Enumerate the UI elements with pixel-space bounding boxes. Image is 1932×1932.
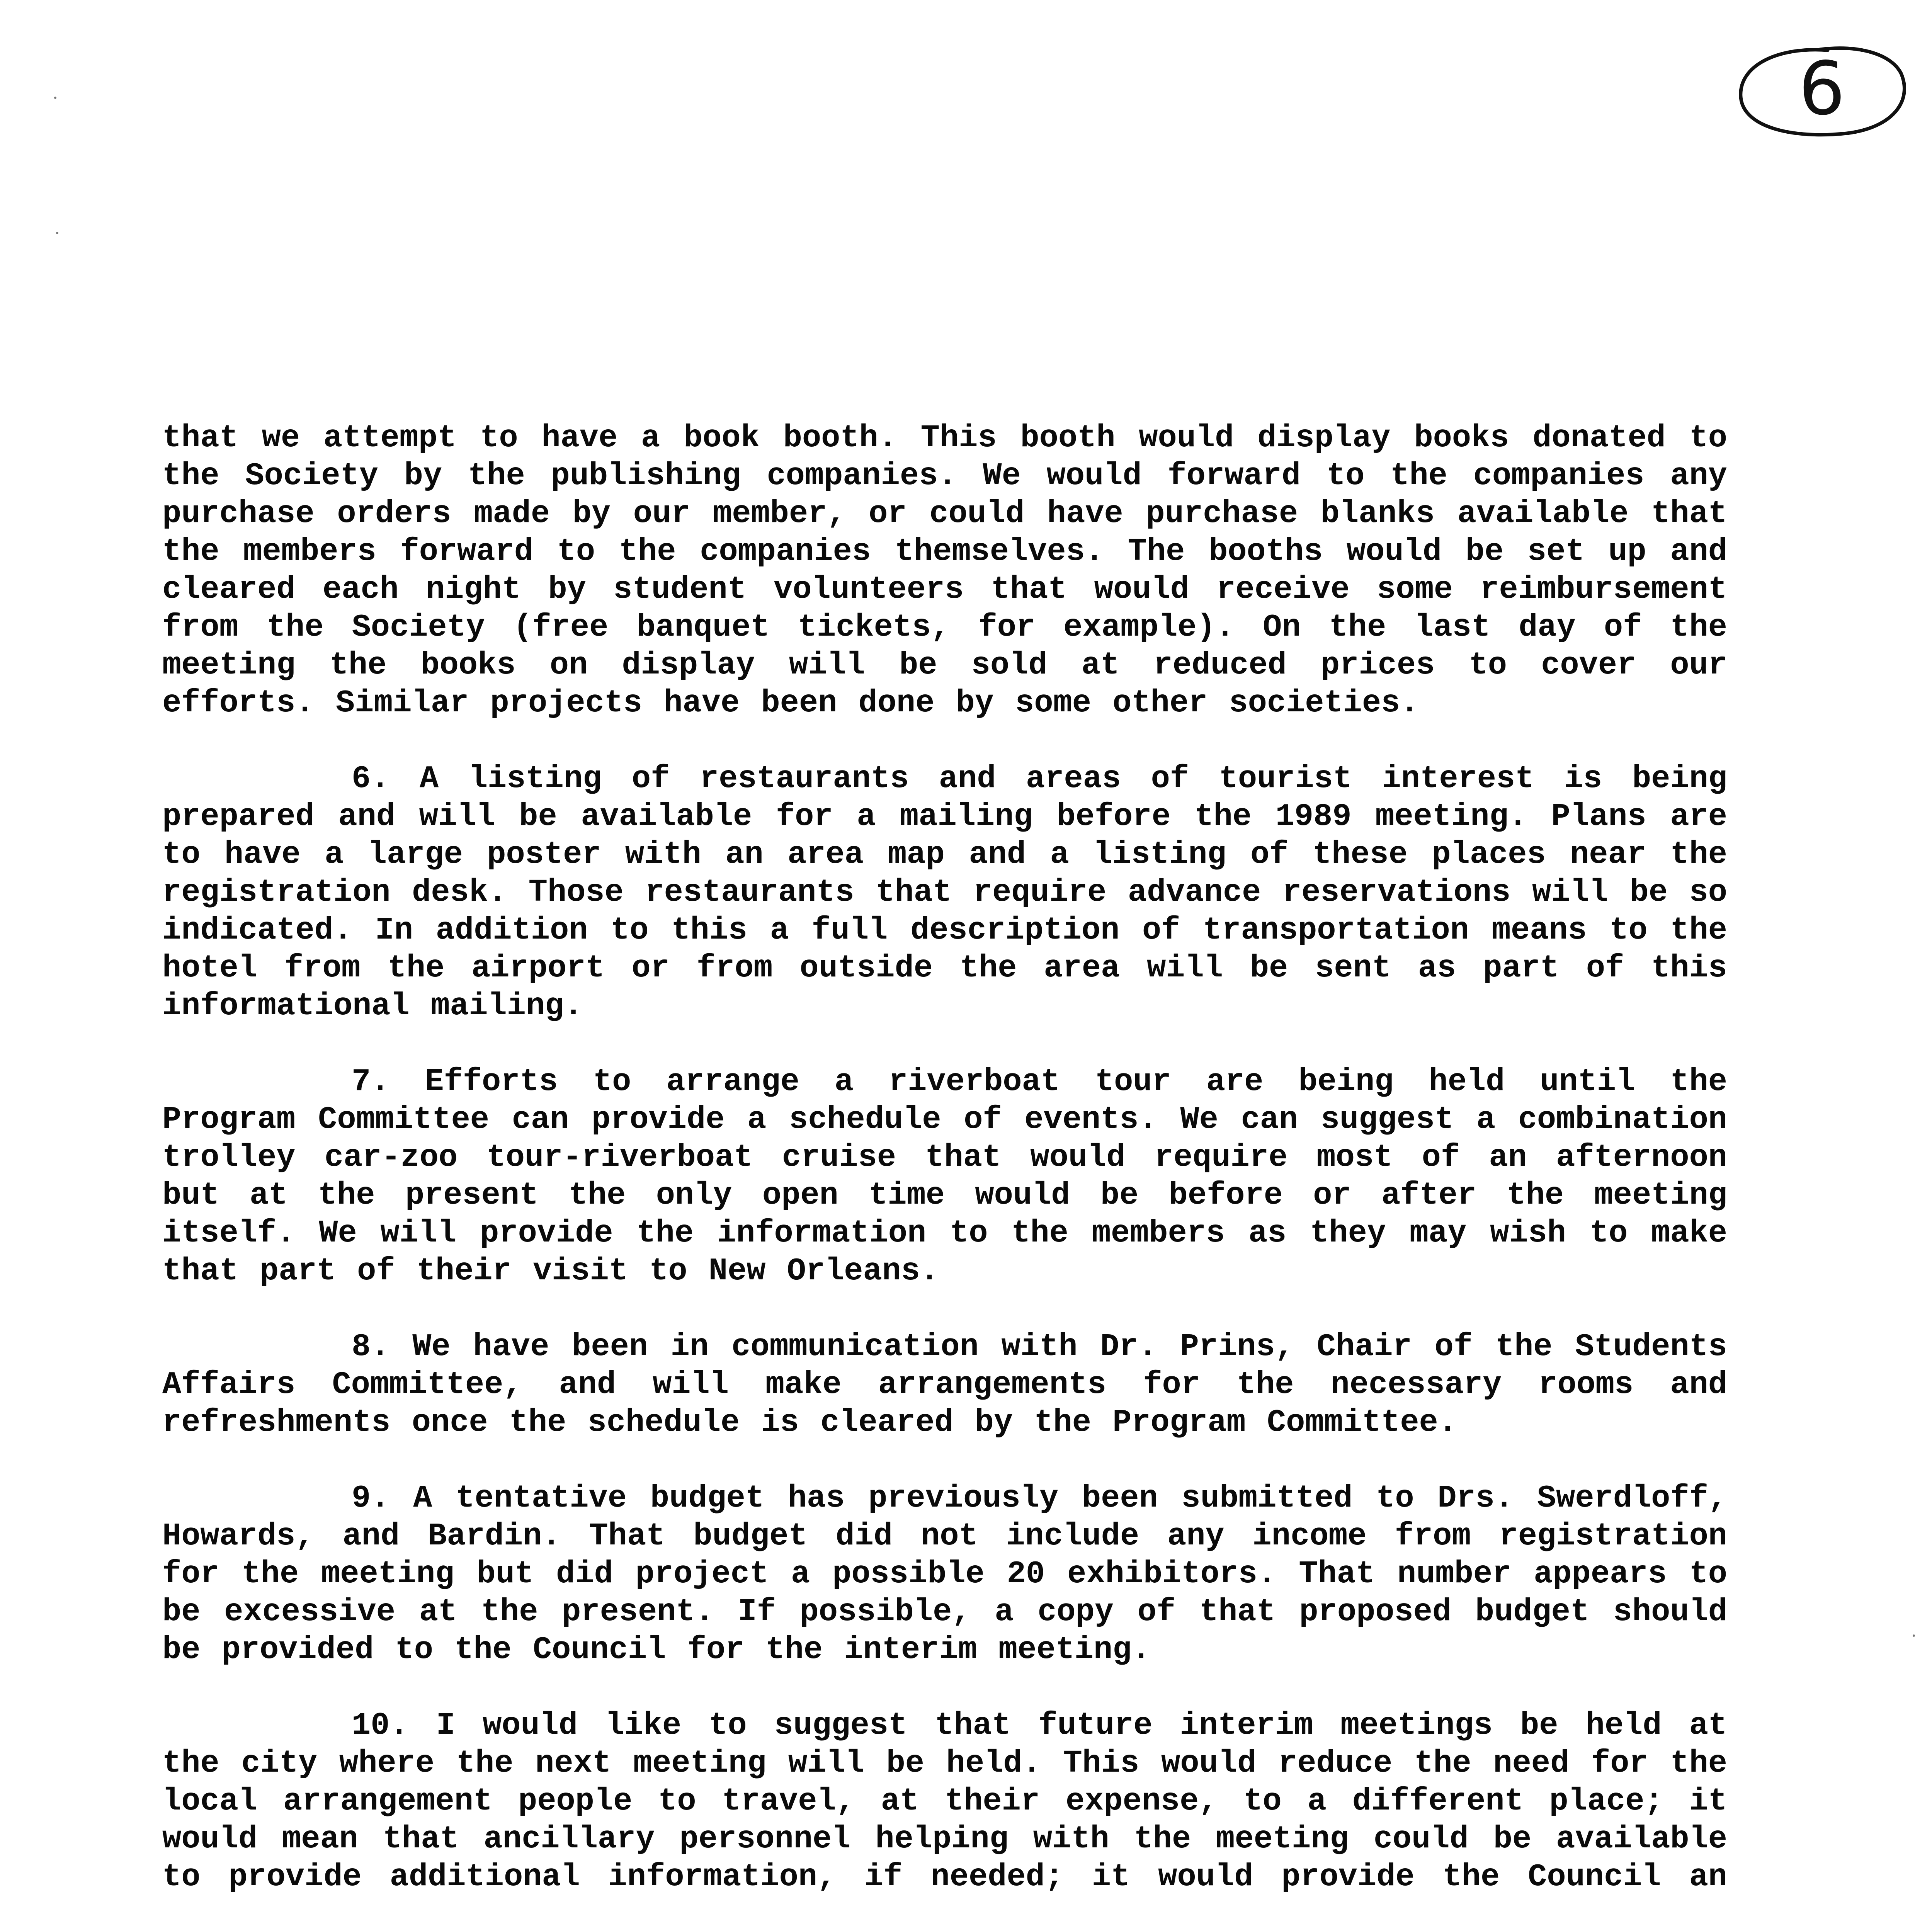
paragraph-number: 8. bbox=[352, 1329, 390, 1365]
paragraph-number: 6. bbox=[352, 761, 390, 797]
paragraph-text: that we attempt to have a book booth. This booth would display books donated to the Society by the publishing companies. We would forward to the companies any purchase orders made by our member, or could have purchase blanks available that the members forward to the companies themselves. The booths would be set up and cleared each night by student volunteers that would receive some reimbursement from the Society (free banquet tickets, for example). On the last day of the meeting the books on display will be sold at reduced prices to cover our efforts. Similar projects have been done by some other societies. bbox=[162, 420, 1727, 721]
page-number-text: 6 bbox=[1798, 46, 1845, 131]
circled-number-icon bbox=[1731, 35, 1913, 151]
paragraph-number: 9. bbox=[352, 1480, 390, 1516]
paragraph-8 bbox=[162, 1328, 1727, 1442]
paragraph-6 bbox=[162, 760, 1727, 1025]
scan-speck bbox=[1913, 1634, 1915, 1637]
scan-speck bbox=[54, 97, 56, 99]
paragraph-10 bbox=[162, 1707, 1727, 1896]
paragraph-number: 10. bbox=[352, 1708, 409, 1743]
paragraph-text: We have been in communication with Dr. Prins, Chair of the Students Affairs Committee, and will make arrangements for the necessary rooms and refreshments once the schedule is cleared by the Program Committee. bbox=[162, 1329, 1727, 1440]
paragraph-text: A tentative budget has previously been submitted to Drs. Swerdloff, Howards, and Bardin. That budget did not include any income from registration for the meeting but did project a possible 20 exhibitors. That number appears to be excessive at the present. If possible, a copy of that proposed budget should be provided to the Council for the interim meeting. bbox=[162, 1480, 1728, 1668]
letter-body bbox=[162, 419, 1727, 1932]
paragraph-9 bbox=[162, 1480, 1727, 1669]
handwritten-page-number bbox=[1731, 35, 1913, 151]
paragraph-text: I would like to suggest that future interim meetings be held at the city where the next meeting will be held. This would reduce the need for the local arrangement people to travel, at their expense, to a different place; it would mean that ancillary personnel helping with the meeting could be available to provide additional information, if needed; it would provide the Council an bbox=[162, 1708, 1727, 1895]
scan-speck bbox=[56, 232, 58, 234]
paragraph-text: Efforts to arrange a riverboat tour are being held until the Program Committee can provide a schedule of events. We can suggest a combination trolley car-zoo tour-riverboat cruise that would require most of an afternoon but at the present the only open time would be before or after the meeting itself. We will provide the information to the members as they may wish to make that part of their visit to New Orleans. bbox=[162, 1064, 1727, 1289]
paragraph-continued bbox=[162, 419, 1727, 722]
paragraph-text: A listing of restaurants and areas of tourist interest is being prepared and will be available for a mailing before the 1989 meeting. Plans are to have a large poster with an area map and a listing of these places near the registration desk. Those restaurants that require advance reservations will be so indicated. In addition to this a full description of transportation means to the hotel from the airport or from outside the area will be sent as part of this informational mailing. bbox=[162, 761, 1727, 1024]
paragraph-number: 7. bbox=[352, 1064, 390, 1100]
paragraph-7 bbox=[162, 1063, 1727, 1290]
